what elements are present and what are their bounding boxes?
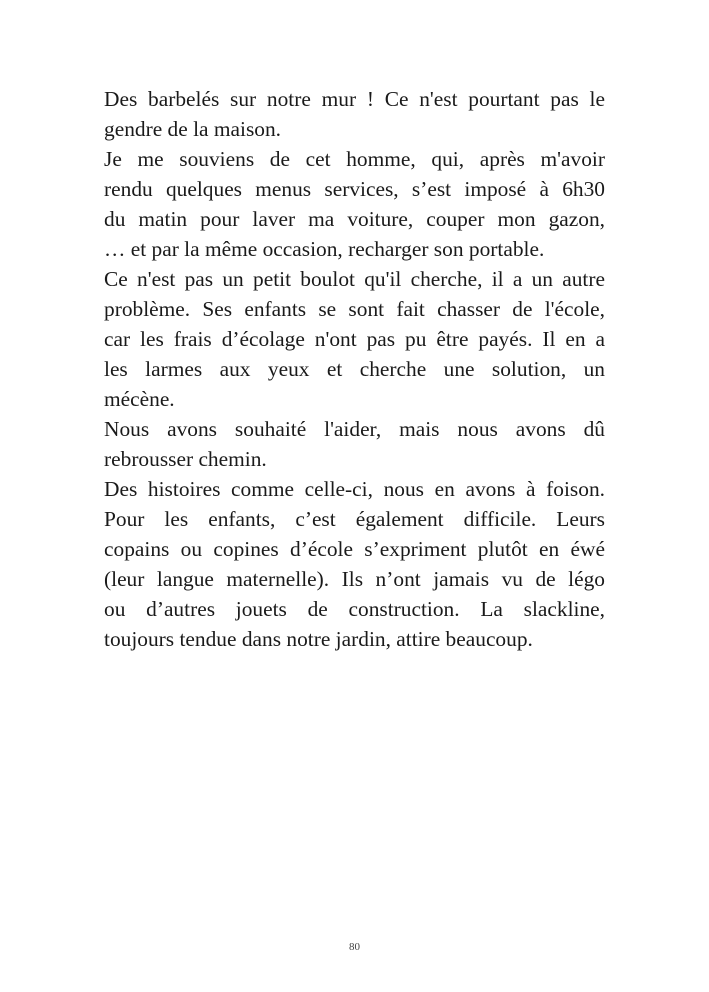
text-line: du matin pour laver ma voiture, couper mon gazon, (104, 207, 605, 231)
text-line: Des histoires comme celle-ci, nous en avons à foison. (104, 477, 605, 501)
text-line: rendu quelques menus services, s’est imposé à 6h30 (104, 177, 605, 201)
paragraph (104, 474, 605, 654)
paragraph (104, 264, 605, 414)
page-number: 80 (349, 941, 360, 953)
text-line: Pour les enfants, c’est également difficile. Leurs (104, 507, 605, 531)
text-line: toujours tendue dans notre jardin, attire beaucoup. (104, 627, 533, 651)
text-line: Je me souviens de cet homme, qui, après m'avoir (104, 147, 605, 171)
text-line: ou d’autres jouets de construction. La slackline, (104, 597, 605, 621)
text-line: … et par la même occasion, recharger son portable. (104, 237, 545, 261)
paragraph (104, 144, 605, 264)
text-line: car les frais d’écolage n'ont pas pu être payés. Il en a (104, 327, 605, 351)
text-line: gendre de la maison. (104, 117, 282, 141)
text-line: problème. Ses enfants se sont fait chasser de l'école, (104, 297, 605, 321)
text-line: Nous avons souhaité l'aider, mais nous avons dû (104, 417, 605, 441)
text-line: Des barbelés sur notre mur ! Ce n'est pourtant pas le (104, 87, 605, 111)
text-line: Ce n'est pas un petit boulot qu'il cherche, il a un autre (104, 267, 605, 291)
text-line: les larmes aux yeux et cherche une solution, un (104, 357, 605, 381)
text-line: mécène. (104, 387, 175, 411)
text-line: rebrousser chemin. (104, 447, 267, 471)
body-text (104, 84, 605, 654)
text-line: copains ou copines d’école s’expriment plutôt en éwé (104, 537, 605, 561)
text-line: (leur langue maternelle). Ils n’ont jamais vu de légo (104, 567, 605, 591)
paragraph (104, 414, 605, 474)
paragraph (104, 84, 605, 144)
